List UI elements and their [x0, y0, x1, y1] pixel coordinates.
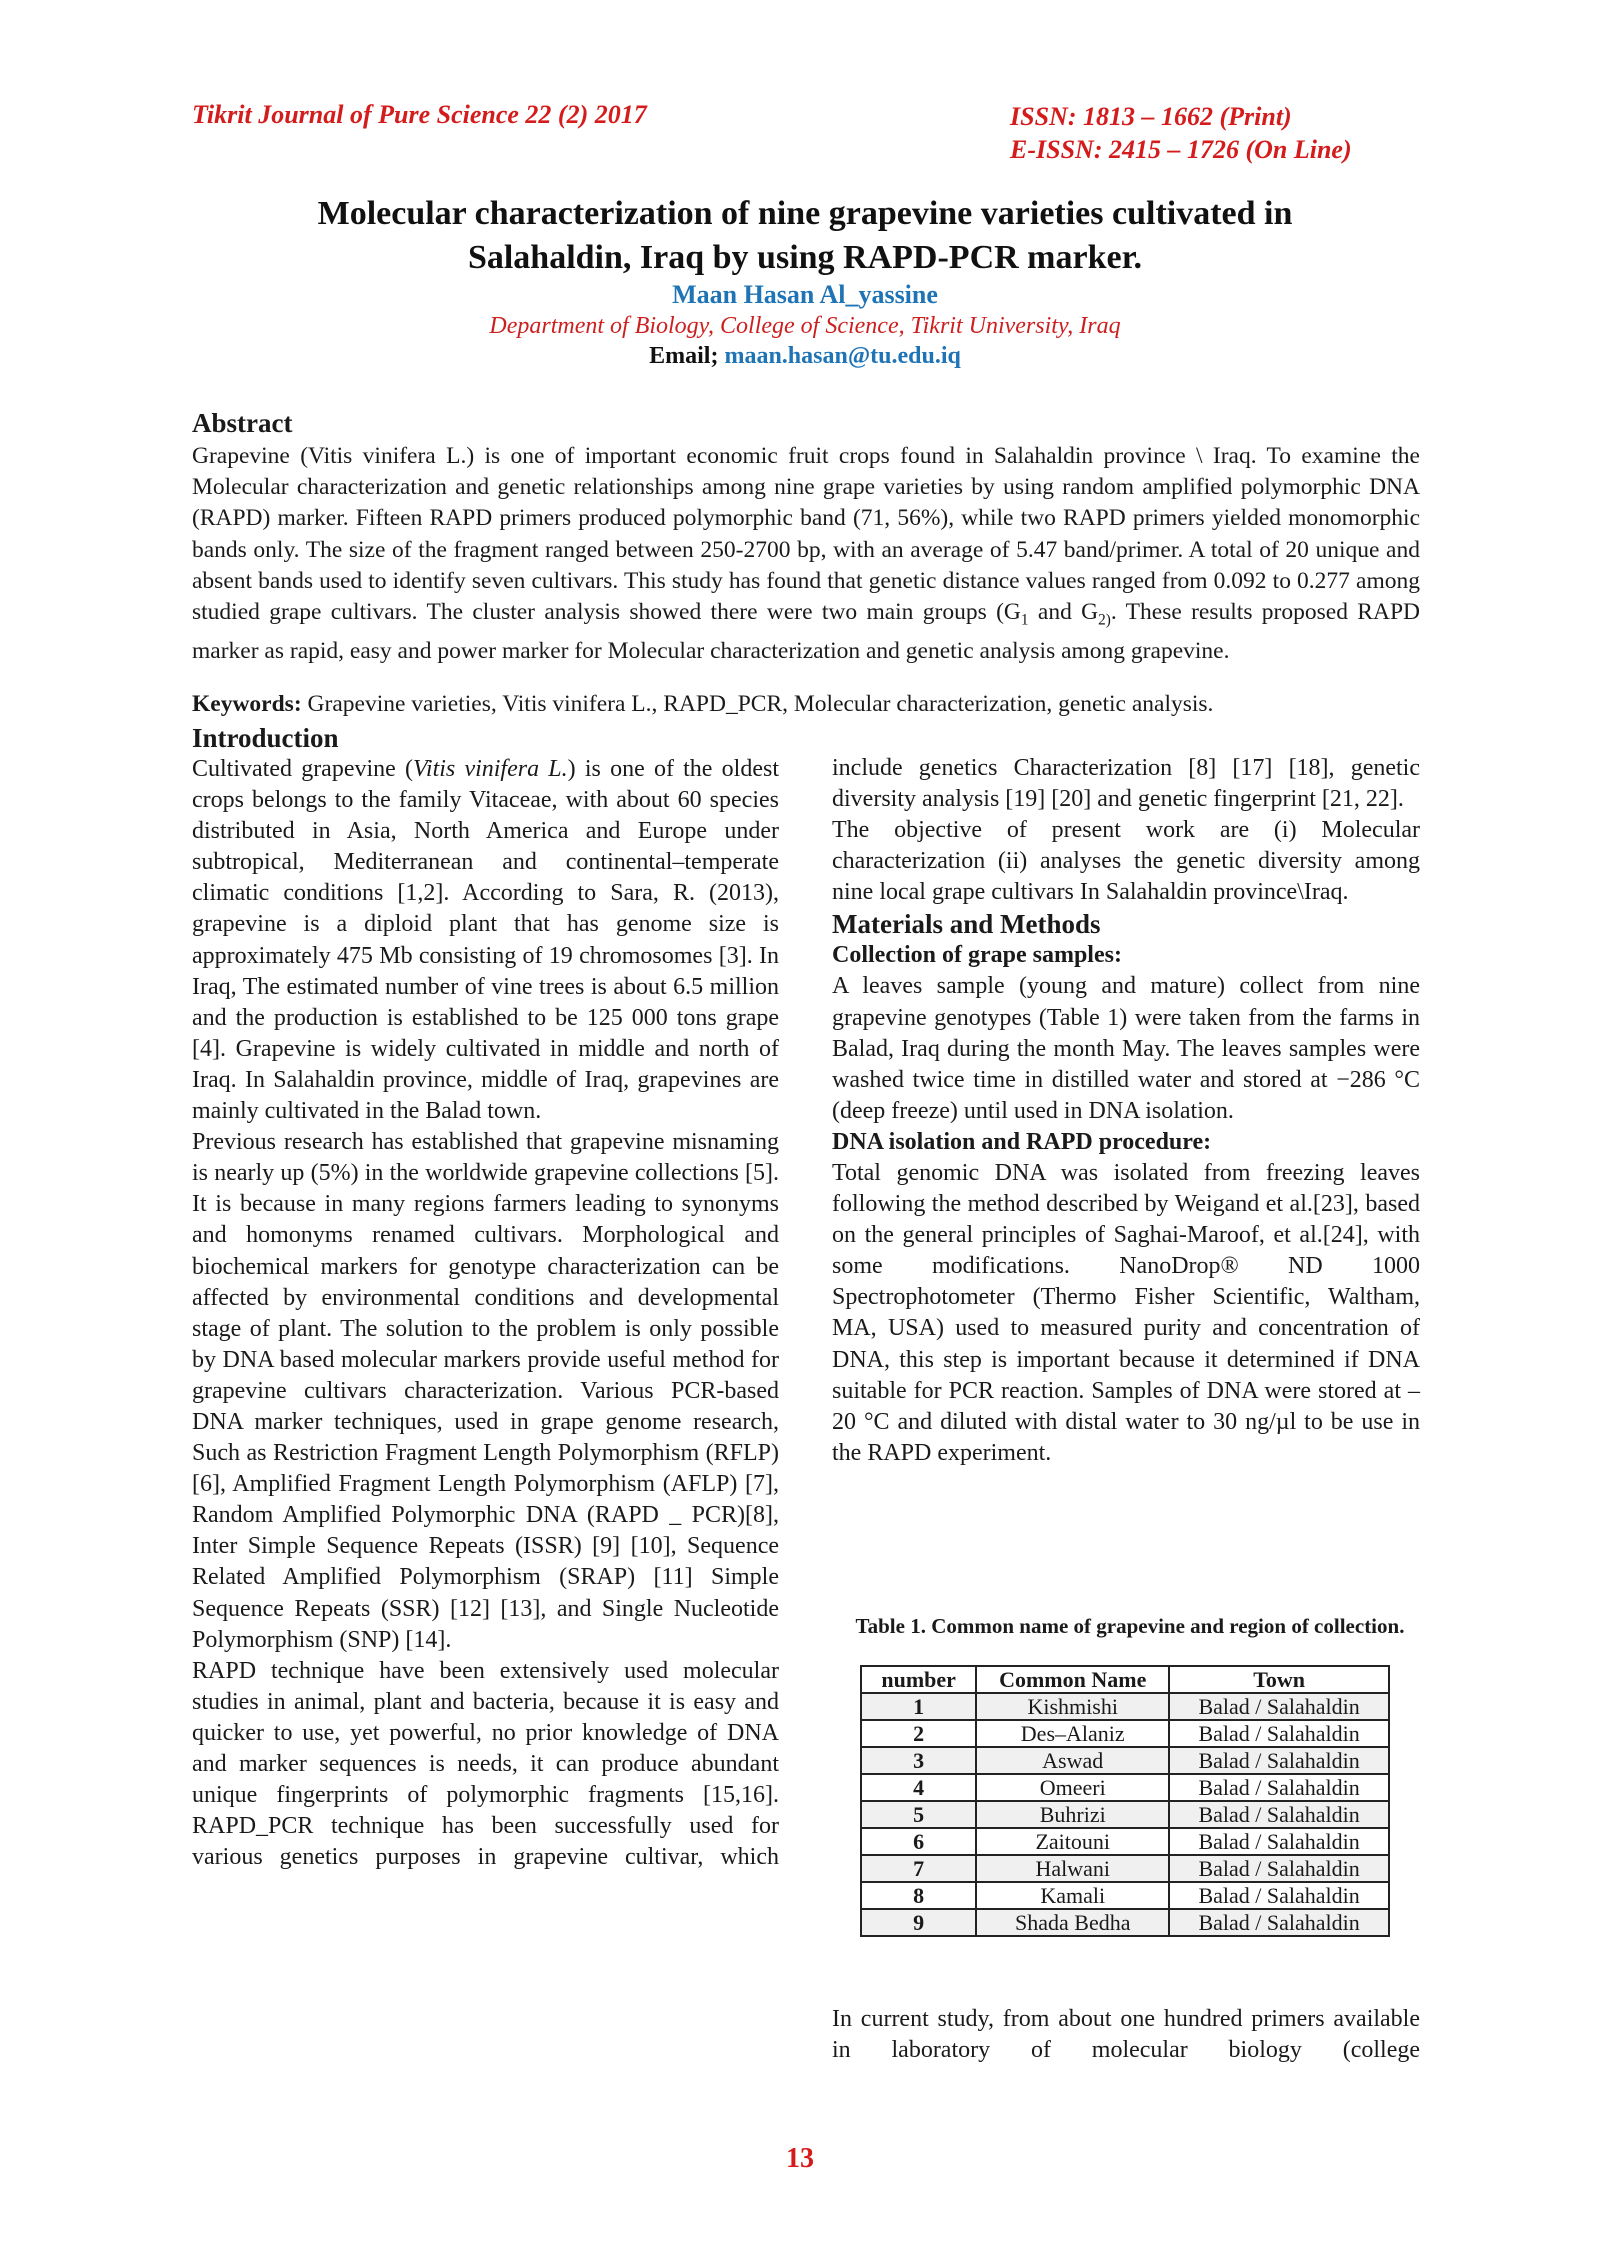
- table-row: [861, 1774, 1389, 1801]
- abstract-part: . These results proposed RAPD marker as rapid, easy and power marker for Molecular characterization and genetic analysis among grapevine.: [192, 599, 1420, 664]
- title-line-1: Molecular characterization of nine grapevine varieties cultivated in: [317, 195, 1293, 232]
- cell-town: Balad / Salahaldin: [1169, 1855, 1389, 1882]
- table-row: [861, 1828, 1389, 1855]
- methods-paragraph-3: In current study, from about one hundred primers available in laboratory of molecular biology (college: [832, 2006, 1420, 2064]
- text-span: Cultivated grapevine (: [192, 756, 414, 782]
- cell-number: 7: [861, 1855, 976, 1882]
- table-row: [861, 1882, 1389, 1909]
- cell-town: Balad / Salahaldin: [1169, 1693, 1389, 1720]
- cell-number: 6: [861, 1828, 976, 1855]
- cell-common-name: Buhrizi: [976, 1801, 1169, 1828]
- intro-paragraph-3-continued: include genetics Characterization [8] [17] [18], genetic diversity analysis [19] [20] and genetic fingerprint [21, 22].: [832, 755, 1420, 813]
- table-row: [861, 1720, 1389, 1747]
- table-row: [861, 1747, 1389, 1774]
- species-italic: Vitis vinifera L.: [413, 756, 568, 782]
- keywords: [192, 691, 1432, 718]
- subscript-g1: 1: [1020, 611, 1029, 629]
- intro-paragraph-2: Previous research has established that grapevine misnaming is nearly up (5%) in the worldwide grapevine collections [5]. It is because in many regions farmers leading to synonyms and homonyms renamed cultivars. Morphological and biochemical markers for genotype characterization can be affected by environmental conditions and developmental stage of plant. The solution to the problem is only possible by DNA based molecular markers provide useful method for grapevine cultivars characterization. Various PCR-based DNA marker techniques, used in grape genome research, Such as Restriction Fragment Length Polymorphism (RFLP)[6], Amplified Fragment Length Polymorphism (AFLP) [7], Random Amplified Polymorphic DNA (RAPD _ PCR)[8], Inter Simple Sequence Repeats (ISSR) [9] [10], Sequence Related Amplified Polymorphism (SRAP) [11] Simple Sequence Repeats (SSR) [12] [13], and Single Nucleotide Polymorphism (SNP) [14].: [192, 1129, 779, 1653]
- cell-town: Balad / Salahaldin: [1169, 1801, 1389, 1828]
- cell-common-name: Halwani: [976, 1855, 1169, 1882]
- collection-subheading: Collection of grape samples:: [832, 942, 1122, 969]
- introduction-heading: Introduction: [192, 723, 339, 753]
- cell-number: 2: [861, 1720, 976, 1747]
- table-row: [861, 1909, 1389, 1936]
- cell-number: 4: [861, 1774, 976, 1801]
- abstract-part: and G: [1028, 599, 1099, 626]
- right-column: [832, 753, 1420, 1469]
- intro-paragraph-3: RAPD technique have been extensively used molecular studies in animal, plant and bacteria, because it is easy and quicker to use, yet powerful, no prior knowledge of DNA and marker sequences is needs, it can produce abundant unique fingerprints of polymorphic fragments [15,16]. RAPD_PCR technique has been successfully used for various genetics purposes in grapevine cultivar, which: [192, 1657, 779, 1871]
- col-header-town: Town: [1169, 1666, 1389, 1693]
- abstract-heading: Abstract: [192, 408, 293, 438]
- issn-online: E-ISSN: 2415 – 1726 (On Line): [1010, 135, 1352, 164]
- cell-town: Balad / Salahaldin: [1169, 1747, 1389, 1774]
- email-label: Email;: [649, 343, 719, 369]
- cell-number: 3: [861, 1747, 976, 1774]
- methods-paragraph-2: Total genomic DNA was isolated from freezing leaves following the method described by Weigand et al.[23], based on the general principles of Saghai-Maroof, et al.[24], with some modifications. NanoDrop® ND 1000 Spectrophotometer (Thermo Fisher Scientific, Waltham, MA, USA) used to measured purity and concentration of DNA, this step is important because it determined if DNA suitable for PCR reaction. Samples of DNA were stored at –20 °C and diluted with distal water to 30 ng/µl to be use in the RAPD experiment.: [832, 1159, 1420, 1466]
- cell-town: Balad / Salahaldin: [1169, 1720, 1389, 1747]
- paper-title: [190, 192, 1420, 280]
- intro-paragraph-1: [192, 754, 779, 1127]
- intro-paragraph-4: The objective of present work are (i) Molecular characterization (ii) analyses the genetic diversity among nine local grape cultivars In Salahaldin province\Iraq.: [832, 817, 1420, 906]
- left-column: [192, 722, 779, 1873]
- table-row: [861, 1801, 1389, 1828]
- page-number: 13: [786, 2143, 814, 2174]
- cell-common-name: Zaitouni: [976, 1828, 1169, 1855]
- cell-town: Balad / Salahaldin: [1169, 1828, 1389, 1855]
- cell-common-name: Des–Alaniz: [976, 1720, 1169, 1747]
- col-header-common-name: Common Name: [976, 1666, 1169, 1693]
- subscript-g2: 2): [1098, 611, 1111, 629]
- abstract-part: Grapevine (Vitis vinifera L.) is one of important economic fruit crops found in Salahaldin province \ Iraq. To examine the Molecular characterization and genetic relationships among nine grape varieties by using random amplified polymorphic DNA (RAPD) marker. Fifteen RAPD primers produced polymorphic band (71, 56%), while two RAPD primers yielded monomorphic bands only. The size of the fragment ranged between 250-2700 bp, with an average of 5.47 band/primer. A total of 20 unique and absent bands used to identify seven cultivars. This study has found that genetic distance values ranged from 0.092 to 0.277 among studied grape cultivars. The cluster analysis showed there were two main groups (G: [192, 443, 1420, 626]
- table-1: [860, 1665, 1390, 1937]
- cell-town: Balad / Salahaldin: [1169, 1909, 1389, 1936]
- table-header-row: [861, 1666, 1389, 1693]
- cell-common-name: Kamali: [976, 1882, 1169, 1909]
- cell-number: 1: [861, 1693, 976, 1720]
- issn-print: ISSN: 1813 – 1662 (Print): [1010, 102, 1292, 131]
- cell-number: 8: [861, 1882, 976, 1909]
- cell-town: Balad / Salahaldin: [1169, 1882, 1389, 1909]
- author-name: Maan Hasan Al_yassine: [672, 280, 938, 309]
- affiliation: Department of Biology, College of Science, Tikrit University, Iraq: [489, 313, 1121, 339]
- cell-common-name: Kishmishi: [976, 1693, 1169, 1720]
- methods-heading: Materials and Methods: [832, 909, 1101, 940]
- abstract-text: [192, 441, 1420, 667]
- issn-block: [1010, 100, 1352, 166]
- table-1-caption: Table 1. Common name of grapevine and region of collection.: [855, 1614, 1405, 1638]
- col-header-number: number: [861, 1666, 976, 1693]
- cell-town: Balad / Salahaldin: [1169, 1774, 1389, 1801]
- cell-common-name: Omeeri: [976, 1774, 1169, 1801]
- keywords-text: Grapevine varieties, Vitis vinifera L., RAPD_PCR, Molecular characterization, genetic analysis.: [301, 691, 1214, 717]
- email-line: [190, 343, 1420, 370]
- cell-common-name: Shada Bedha: [976, 1909, 1169, 1936]
- dna-isolation-subheading: DNA isolation and RAPD procedure:: [832, 1128, 1212, 1155]
- table-row: [861, 1855, 1389, 1882]
- cell-number: 9: [861, 1909, 976, 1936]
- cell-number: 5: [861, 1801, 976, 1828]
- methods-paragraph-1: A leaves sample (young and mature) collect from nine grapevine genotypes (Table 1) were taken from the farms in Balad, Iraq during the month May. The leaves samples were washed twice time in distilled water and stored at −286 °C (deep freeze) until used in DNA isolation.: [832, 973, 1420, 1124]
- journal-header: Tikrit Journal of Pure Science 22 (2) 2017: [192, 100, 647, 129]
- title-line-2: Salahaldin, Iraq by using RAPD-PCR marker.: [467, 239, 1143, 276]
- email-link[interactable]: maan.hasan@tu.edu.iq: [724, 343, 961, 369]
- cell-common-name: Aswad: [976, 1747, 1169, 1774]
- keywords-label: Keywords:: [192, 691, 302, 717]
- text-span: ) is one of the oldest crops belongs to the family Vitaceae, with about 60 species distributed in Asia, North America and Europe under subtropical, Mediterranean and continental–temperate climatic conditions [1,2]. According to Sara, R. (2013), grapevine is a diploid plant that has genome size is approximately 475 Mb consisting of 19 chromosomes [3]. In Iraq, The estimated number of vine trees is about 6.5 million and the production is established to be 125 000 tons grape [4]. Grapevine is widely cultivated in middle and north of Iraq. In Salahaldin province, middle of Iraq, grapevines are mainly cultivated in the Balad town.: [192, 756, 779, 1125]
- table-row: [861, 1693, 1389, 1720]
